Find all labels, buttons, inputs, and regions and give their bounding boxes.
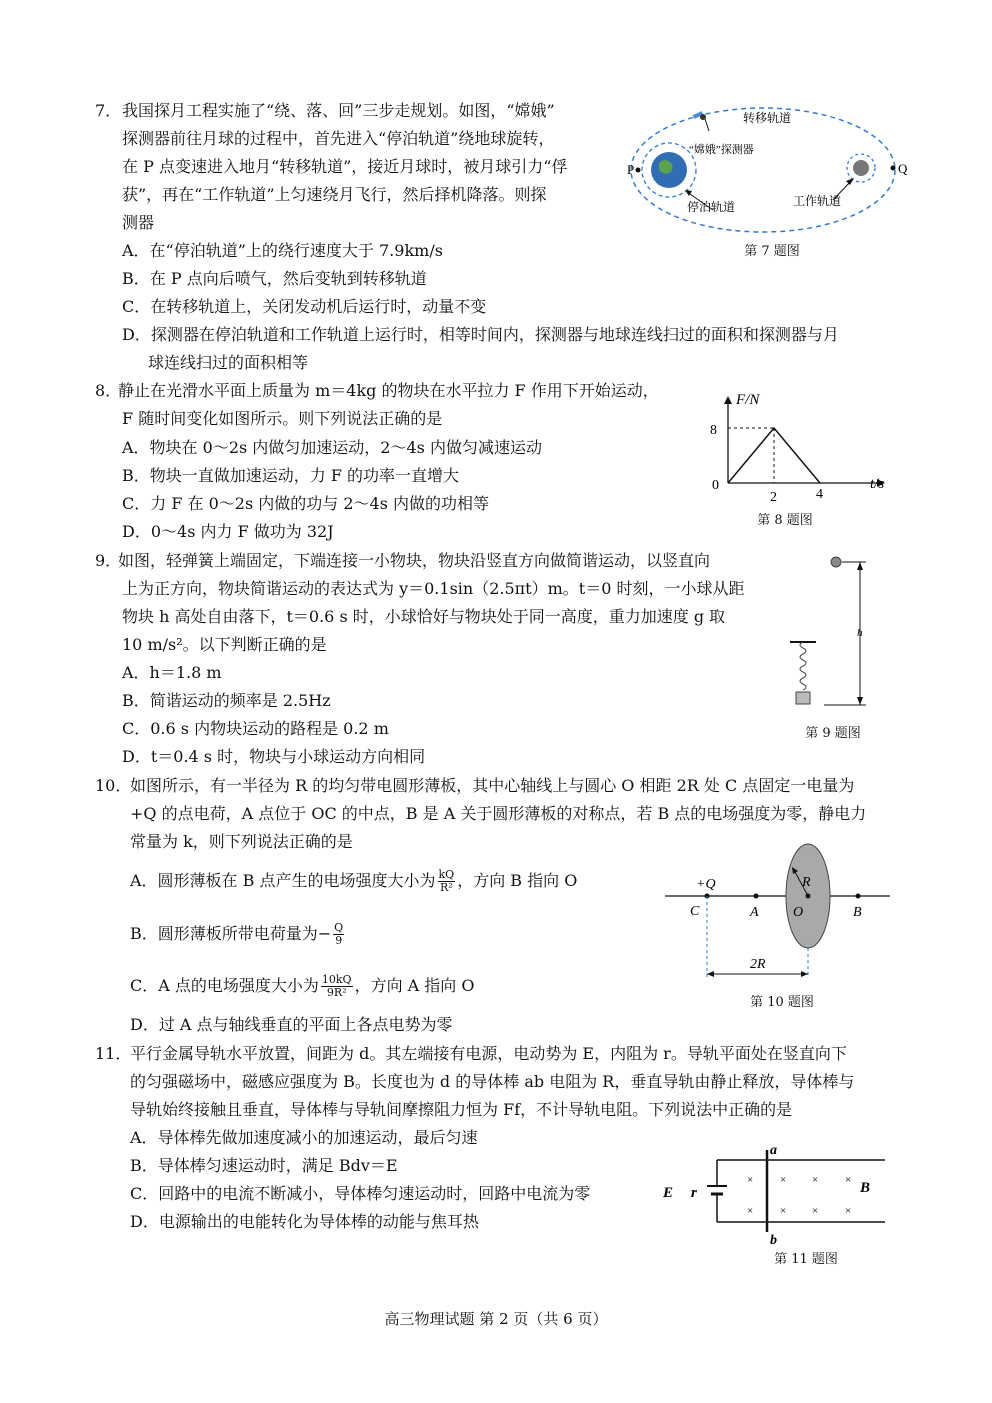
q10-line-2: +Q 的点电荷，A 点位于 OC 的中点，B 是 A 关于圆形薄板的对称点，若 B 点的电场强度为零，静电力	[130, 804, 867, 823]
label-2r: 2R	[750, 957, 766, 972]
label-parking-orbit: 停泊轨道	[687, 200, 736, 214]
cross-mark: ×	[845, 1205, 852, 1217]
q10-option-c: C．A 点的电场强度大小为 $\frac{10kQ}{\text{9R²}}$ ，方向 A 指向 O	[130, 973, 475, 999]
q7-number: 7．	[95, 101, 122, 120]
cross-mark: ×	[780, 1174, 787, 1186]
q7-line-4: 获”，再在“工作轨道”上匀速绕月飞行，然后择机降落。则探	[122, 185, 547, 204]
q7-option-a: A．在“停泊轨道”上的绕行速度大于 7.9km/s	[122, 241, 443, 260]
q11-option-a: A．导体棒先做加速度减小的加速运动，最后匀速	[130, 1128, 478, 1147]
label-e: E	[663, 1185, 674, 1201]
label-work-orbit: 工作轨道	[793, 194, 842, 208]
label-a: a	[770, 1143, 777, 1158]
q11-caption: 第 11 题图	[774, 1252, 838, 1267]
q11-line-1: 平行金属导轨水平放置，间距为 d。其左端接有电源，电动势为 E，内阻为 r。导轨平面处在竖直向下	[130, 1044, 847, 1063]
q7-line-5: 测器	[122, 213, 155, 232]
x-tick-2: 2	[770, 490, 777, 505]
label-r: R	[802, 875, 811, 890]
q9-line-4: 10 m/s²。以下判断正确的是	[122, 635, 327, 654]
q9-option-d: D．t＝0.4 s 时，物块与小球运动方向相同	[122, 747, 426, 766]
ball-icon	[831, 557, 841, 567]
y-axis-label: F/N	[736, 392, 760, 408]
q11-line-3: 导轨始终接触且垂直，导体棒与导轨间摩擦阻力恒为 Ff，不计导轨电阻。下列说法中正确的是	[130, 1100, 793, 1119]
block-icon	[796, 692, 810, 704]
y-tick-8: 8	[710, 423, 717, 438]
q9-line-1: 如图，轻弹簧上端固定，下端连接一小物块，物块沿竖直方向做简谐运动，以竖直向	[118, 551, 711, 570]
q7-line-1: 我国探月工程实施了“绕、落、回”三步走规划。如图，“嫦娥”	[122, 101, 555, 120]
q11-option-b: B．导体棒匀速运动时，满足 Bdv＝E	[130, 1156, 398, 1175]
spring-icon	[800, 642, 806, 690]
q11-option-d: D．电源输出的电能转化为导体棒的动能与焦耳热	[130, 1212, 479, 1231]
q10-option-d: D．过 A 点与轴线垂直的平面上各点电势为零	[130, 1015, 453, 1034]
x-axis-label: t/s	[870, 476, 885, 492]
label-plus-q: +Q	[696, 877, 716, 892]
probe-icon	[693, 111, 706, 120]
q10-line-3: 常量为 k，则下列说法正确的是	[130, 832, 353, 851]
q9-option-a: A．h＝1.8 m	[122, 663, 222, 682]
page-footer: 高三物理试题 第 2 页（共 6 页）	[384, 1310, 608, 1328]
q9-option-c: C．0.6 s 内物块运动的路程是 0.2 m	[122, 719, 389, 738]
q8-option-b: B．物块一直做加速运动，力 F 的功率一直增大	[122, 466, 460, 485]
q10-caption: 第 10 题图	[750, 995, 814, 1010]
q11-rail-circuit	[655, 1142, 895, 1250]
label-probe: “嫦娥”探测器	[689, 144, 754, 156]
label-transfer-orbit: 转移轨道	[743, 111, 792, 125]
moon-icon	[853, 160, 869, 176]
q7-line-3: 在 P 点变速进入地月“转移轨道”，接近月球时，被月球引力“俘	[122, 157, 568, 176]
q9-spring-diagram	[780, 550, 880, 720]
q8-line-2: F 随时间变化如图所示。则下列说法正确的是	[122, 409, 443, 428]
q8-number: 8．	[95, 381, 122, 400]
q9-line-2: 上为正方向，物块简谐运动的表达式为 y＝0.1sin（2.5πt）m。t＝0 时刻，一小球从距	[122, 579, 745, 598]
q8-force-time-graph	[700, 388, 900, 508]
q9-number: 9．	[95, 551, 122, 570]
origin-label: 0	[712, 478, 719, 493]
q7-option-d: D．探测器在停泊轨道和工作轨道上运行时，相等时间内，探测器与地球连线扫过的面积和探测器与月	[122, 325, 839, 344]
label-p: P	[627, 162, 635, 177]
label-b: b	[770, 1233, 777, 1248]
cross-mark: ×	[747, 1174, 754, 1186]
q7-line-2: 探测器前往月球的过程中，首先进入“停泊轨道”绕地球旋转，	[122, 129, 555, 148]
q8-caption: 第 8 题图	[757, 513, 813, 528]
q10-option-a: A．圆形薄板在 B 点产生的电场强度大小为 $\frac{kQ}{\text{R²}}$ ，方向 B 指向 O	[130, 868, 578, 894]
q11-option-c: C．回路中的电流不断减小，导体棒匀速运动时，回路中电流为零	[130, 1184, 591, 1203]
label-q: Q	[898, 161, 908, 176]
q9-line-3: 物块 h 高处自由落下，t＝0.6 s 时，小球恰好与物块处于同一高度，重力加速度 g 取	[122, 607, 726, 626]
label-field: B	[860, 1180, 871, 1196]
q9-option-b: B．简谐运动的频率是 2.5Hz	[122, 691, 331, 710]
q9-caption: 第 9 题图	[805, 726, 861, 741]
q8-option-a: A．物块在 0～2s 内做匀加速运动，2～4s 内做匀减速运动	[122, 438, 542, 457]
label-c: C	[690, 904, 700, 919]
field-crosses	[747, 1174, 851, 1217]
cross-mark: ×	[747, 1205, 754, 1217]
q8-line-1: 静止在光滑水平面上质量为 m＝4kg 的物块在水平拉力 F 作用下开始运动，	[118, 381, 659, 400]
label-o: O	[793, 905, 804, 920]
cross-mark: ×	[780, 1205, 787, 1217]
q7-option-d-cont: 球连线扫过的面积相等	[148, 353, 309, 372]
q7-caption: 第 7 题图	[744, 244, 800, 259]
q10-disc-diagram	[660, 840, 900, 980]
cross-mark: ×	[812, 1205, 819, 1217]
q10-option-b: B．圆形薄板所带电荷量为− $\frac{Q}{9}$	[130, 921, 344, 947]
q7-option-c: C．在转移轨道上，关闭发动机后运行时，动量不变	[122, 297, 487, 316]
x-tick-4: 4	[816, 487, 823, 502]
q7-option-b: B．在 P 点向后喷气，然后变轨到转移轨道	[122, 269, 427, 288]
q10-line-1: 如图所示，有一半径为 R 的均匀带电圆形薄板，其中心轴线上与圆心 O 相距 2R 处 C 点固定一电量为	[130, 776, 855, 795]
cross-mark: ×	[812, 1174, 819, 1186]
cross-mark: ×	[845, 1174, 852, 1186]
label-a: A	[750, 905, 759, 920]
label-h: h	[857, 627, 863, 639]
q8-option-d: D．0～4s 内力 F 做功为 32J	[122, 522, 334, 541]
label-r: r	[691, 1185, 697, 1201]
label-b: B	[853, 905, 862, 920]
q11-line-2: 的匀强磁场中，磁感应强度为 B。长度也为 d 的导体棒 ab 电阻为 R，垂直导轨由静止释放，导体棒与	[130, 1072, 855, 1091]
q10-number: 10．	[95, 776, 132, 795]
q8-option-c: C．力 F 在 0～2s 内做的功与 2～4s 内做的功相等	[122, 494, 490, 513]
q11-number: 11．	[95, 1044, 132, 1063]
